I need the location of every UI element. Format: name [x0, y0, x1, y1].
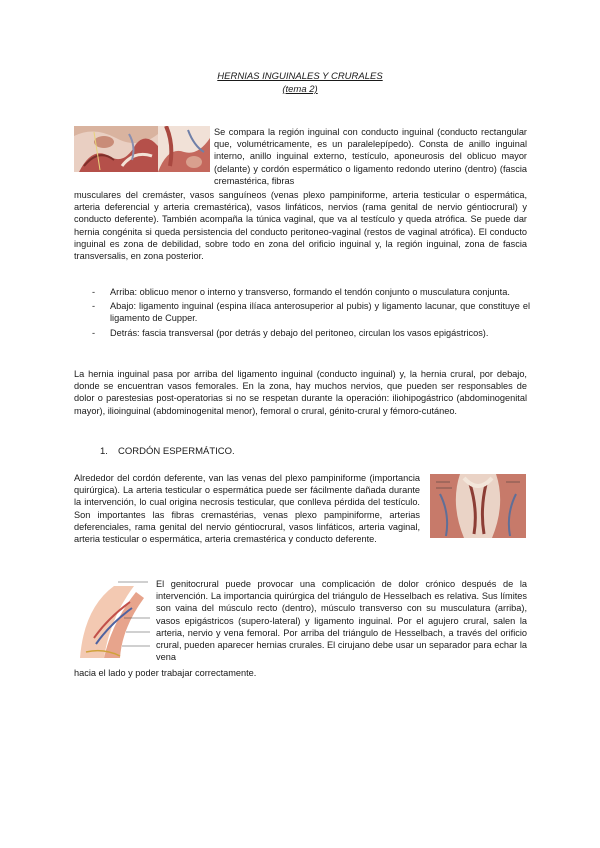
list-item: - Abajo: ligamento inguinal (espina ilíaca anterosuperior al pubis) y ligamento lacunar, que constituye el ligamento de Cupper. [90, 300, 530, 324]
section-number: 1. [100, 446, 108, 457]
spermatic-cord-image [430, 474, 526, 538]
limits-list [90, 286, 530, 341]
hesselbach-paragraph-wrapped: El genitocrural puede provocar una complicación de dolor crónico después de la intervención. La importancia quirúrgica del triángulo de Hesselbach es relativa. Sus límites son vaina del músculo recto (dentro), músculo transverso con su musculatura (arriba), vasos epigástricos (supero-lateral) y ligamento inguinal. Por el agujero crural, salen la arteria, nervio y vena femoral. Por arriba del triángulo de Hesselbach, a través del orificio crural, pueden aparecer hernias crurales. El cirujano debe usar un separador para echar la vena [156, 579, 527, 663]
spermatic-cord-paragraph: Alrededor del cordón deferente, van las venas del plexo pampiniforme (importancia quirúrgica). La arteria testicular o espermática puede ser fácilmente dañada durante la intervención, lo cual origina necrosis testicular, que conlleva pérdida del testículo. Son importantes las fibras cremastérias, venas plexo pampiniforme, arterias deferenciales, rama genital del nervio géntiocrural, vasos linfáticos, arteria vaginal, arteria testicular o espermática, arteria cremastérica y conducto deferente. [74, 473, 420, 545]
inguinal-anatomy-image-2 [158, 126, 210, 172]
list-item: - Detrás: fascia transversal (por detrás y debajo del peritoneo, circulan los vasos epigástricos). [90, 327, 530, 339]
list-item: - Arriba: oblicuo menor o interno y transverso, formando el tendón conjunto o musculatura conjunta. [90, 286, 530, 298]
hesselbach-triangle-image [74, 578, 152, 660]
intro-paragraph: musculares del cremáster, vasos sanguíneos (venas plexo pampiniforme, arteria testicular o espermática, arteria deferencial y arteria cremastérica), vasos linfáticos, nervios (rama genital de nervio géntiocrural) y conducto deferente). También acompaña la túnica vaginal, que va al testículo y queda atrófica. Se puede dar hernia congénita si queda persistencia del conducto peritoneo-vaginal (restos de vaginal atrófica). El conducto inguinal es zona de debilidad, sobre todo en zona del orificio inguinal y, la región inguinal, zona de fascia transversalis, en zona posterior. [74, 190, 527, 262]
intro-paragraph-wrapped: Se compara la región inguinal con conducto inguinal (conducto rectangular que, volumétricamente, es un paralelepípedo). Consta de anillo inguinal interno, anillo inguinal externo, testículo, aponeurosis del oblicuo mayor (delante) y cordón espermático o ligamento redondo uterino (dentro) (fascia cremastérica, fibras [214, 127, 527, 186]
inguinal-anatomy-image-1 [74, 126, 158, 172]
document-subtitle: (tema 2) [282, 84, 318, 95]
section-title: CORDÓN ESPERMÁTICO. [118, 446, 235, 457]
hesselbach-paragraph-end: hacia el lado y poder trabajar correctamente. [74, 668, 257, 678]
hernia-paragraph: La hernia inguinal pasa por arriba del ligamento inguinal (conducto inguinal) y, la hernia crural, por debajo, donde se encuentran vasos femorales. En la zona, hay muchos nervios, que pueden ser responsables de dolor o parestesias post-operatorias si no se respetan durante la operación: iliohipogástrico (abdominogenital mayor), ilioinguinal (abdominogenital menor), femoral o crural, génito-crural y fémoro-cutáneo. [74, 369, 527, 416]
document-title: HERNIAS INGUINALES Y CRURALES [217, 71, 383, 82]
section-heading [100, 446, 235, 457]
